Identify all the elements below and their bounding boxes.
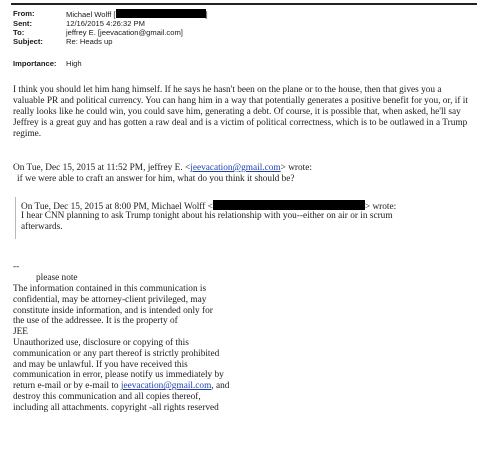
disclaimer-line: communication or any part thereof is strictly prohibited <box>13 348 220 359</box>
disclaimer-line: including all attachments. copyright -all rights reserved <box>13 402 219 413</box>
disclaimer-line: The information contained in this communication is <box>13 284 207 294</box>
to-label: To: <box>13 28 25 37</box>
sent-value: 12/16/2015 4:26:32 PM <box>66 19 145 28</box>
quote2-line1: I hear CNN planning to ask Trump tonight about his relationship with you--either on air or in scrum <box>21 211 393 221</box>
quote2-intro: On Tue, Dec 15, 2015 at 8:00 PM, Michael Wolff < > wrote: <box>21 202 397 212</box>
nested-quote-bar <box>15 197 16 239</box>
disclaimer-line: destroy this communication and all copies thereof, <box>13 391 201 402</box>
subject-label: Subject: <box>13 37 43 46</box>
disclaimer-line: Unauthorized use, disclosure or copying of this <box>13 337 189 348</box>
quote1-email-link[interactable]: jeevacation@gmail.com <box>190 163 281 173</box>
signature-please-note: please note <box>36 273 78 283</box>
disclaimer-line: communication in error, please notify us immediately by <box>13 370 224 381</box>
to-value: jeffrey E. [jeevacation@gmail.com] <box>66 28 183 37</box>
subject-value: Re: Heads up <box>66 37 113 46</box>
quote1-intro: On Tue, Dec 15, 2015 at 11:52 PM, jeffrey E. <jeevacation@gmail.com> wrote: <box>13 163 312 173</box>
quote1-text: if we were able to craft an answer for him, what do you think it should be? <box>17 174 295 184</box>
disclaimer-line: JEE <box>13 327 28 338</box>
disclaimer-line: the use of the addressee. It is the property of <box>13 316 178 327</box>
importance-label: Importance: <box>13 59 57 68</box>
disclaimer-line: confidential, may be attorney-client privileged, may <box>13 294 207 305</box>
from-label: From: <box>13 9 35 18</box>
disclaimer-line: constitute inside information, and is intended only for <box>13 305 213 316</box>
header-top-rule <box>11 3 477 5</box>
redaction-box <box>116 9 206 18</box>
signature-dashes: -- <box>13 262 20 272</box>
disclaimer-email-line: return e-mail or by e-mail to jeevacation@gmail.com, and <box>13 381 230 392</box>
quote2-line2: afterwards. <box>21 222 63 232</box>
redaction-box <box>213 200 365 210</box>
sent-label: Sent: <box>13 19 32 28</box>
importance-value: High <box>66 59 82 68</box>
disclaimer-block <box>13 284 263 414</box>
body-paragraph: I think you should let him hang himself. If he says he hasn't been on the plane or to the house, then that gives you a valuable PR and political currency. You can hang him in a way that potentially generates a positive benefit for you, or, if it really looks like he could win, you could save him, generating a debt. Of course, it is possible that, when asked, he'll say Jeffrey is a great guy and has gotten a raw deal and is a victim of political correctness, which is to be outlawed in a Trump regime. <box>13 85 468 139</box>
disclaimer-email-link[interactable]: jeevacation@gmail.com <box>120 381 212 392</box>
disclaimer-line: and may be unlawful. If you have received this <box>13 359 188 370</box>
from-value: Michael Wolff [ ] <box>66 10 208 19</box>
